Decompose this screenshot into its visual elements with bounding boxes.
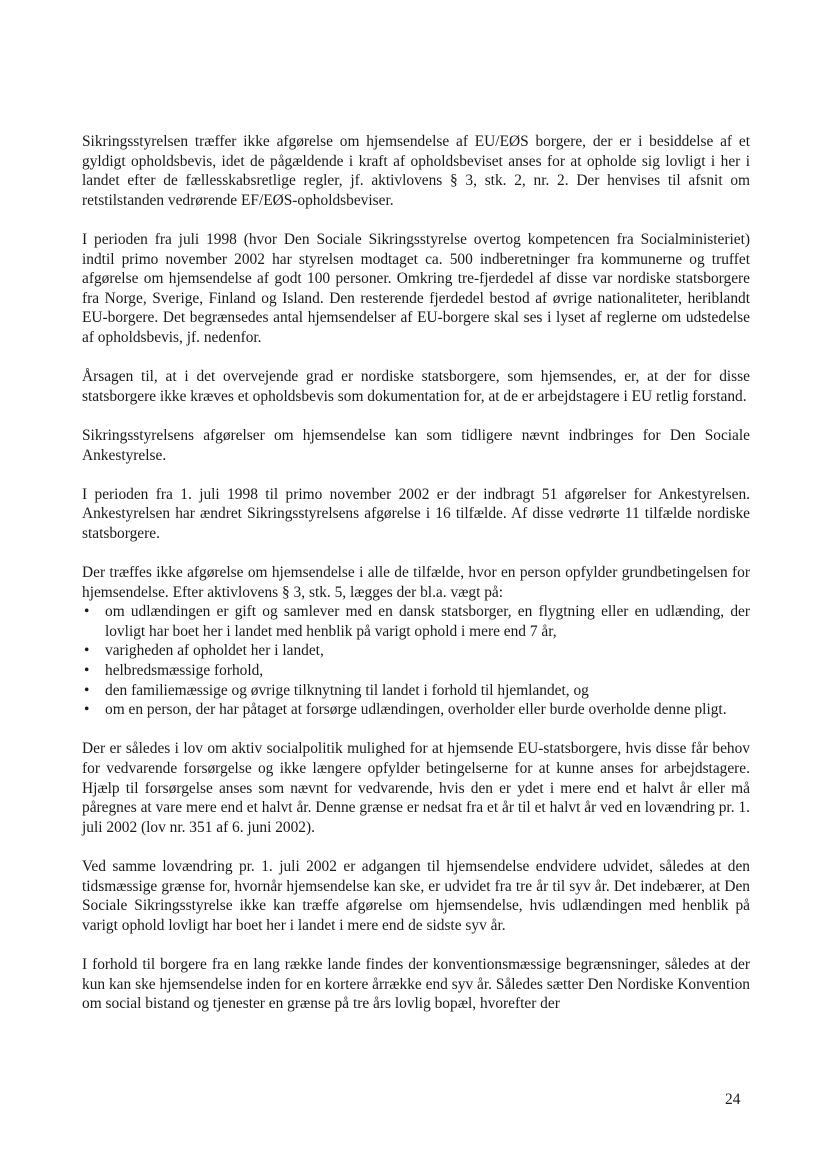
paragraph-lovaendring: Ved samme lovændring pr. 1. juli 2002 er adgangen til hjemsendelse endvidere udvidet, således at den tidsmæssige grænse for, hvornår hjemsendelse kan ske, er udvidet fra tre år til syv år. Det indebærer, at Den Sociale Sikringsstyrelse ikke kan træffe afgørelse om hjemsendelse, hvis udlændingen med henblik på varigt ophold lovligt har boet her i landet i mere end de sidste syv år.	[82, 857, 750, 934]
paragraph-afgoerelser-indbringes: Sikringsstyrelsens afgørelser om hjemsendelse kan som tidligere nævnt indbringes for Den Sociale Ankestyrelse.	[82, 426, 750, 464]
document-body	[82, 132, 750, 1033]
paragraph-eu-eoes-borgere: Sikringsstyrelsen træffer ikke afgørelse om hjemsendelse af EU/EØS borgere, der er i besiddelse af et gyldigt opholdsbevis, idet de pågældende i kraft af opholdsbeviset anses for at opholde sig lovligt i her i landet efter de fællesskabsretlige regler, jf. aktivlovens § 3, stk. 2, nr. 2. Der henvises til afsnit om retstilstanden vedrørende EF/EØS-opholdsbeviser.	[82, 133, 750, 209]
paragraph-periode-juli-1998: I perioden fra juli 1998 (hvor Den Sociale Sikringsstyrelse overtog kompetencen fra Socialministeriet) indtil primo november 2002 har styrelsen modtaget ca. 500 indberetninger fra kommunerne og truffet afgørelse om hjemsendelse af godt 100 personer. Omkring tre-fjerdedel af disse var nordiske statsborgere fra Norge, Sverige, Finland og Island. Den resterende fjerdedel bestod af øvrige nationaliteter, heriblandt EU-borgere. Det begrænsedes antal hjemsendelser af EU-borgere skal ses i lyset af reglerne om udstedelse af opholdsbevis, jf. nedenfor.	[82, 230, 750, 346]
bullet-item: • varigheden af opholdet her i landet,	[82, 641, 750, 661]
bullet-item: • om en person, der har påtaget at forsørge udlændingen, overholder eller burde overholde denne pligt.	[82, 700, 750, 720]
page-number: 24	[725, 1091, 741, 1108]
bullet-item: • om udlændingen er gift og samlever med en dansk statsborger, en flygtning eller en udlænding, der lovligt har boet her i landet med henblik på varigt ophold i mere end 7 år,	[82, 602, 750, 641]
bullet-item: • helbredsmæssige forhold,	[82, 661, 750, 681]
paragraph-ankestyrelsen: I perioden fra 1. juli 1998 til primo november 2002 er der indbragt 51 afgørelser for Ankestyrelsen. Ankestyrelsen har ændret Sikringsstyrelsens afgørelse i 16 tilfælde. Af disse vedrørte 11 tilfælde nordiske statsborgere.	[82, 485, 750, 542]
bullet-intro: Der træffes ikke afgørelse om hjemsendelse i alle de tilfælde, hvor en person opfylder grundbetingelsen for hjemsendelse. Efter aktivlovens § 3, stk. 5, lægges der bl.a. vægt på:	[82, 564, 750, 601]
paragraph-aktiv-socialpolitik: Der er således i lov om aktiv socialpolitik mulighed for at hjemsende EU-statsborgere, hvis disse får behov for vedvarende forsørgelse og ikke længere opfylder betingelserne for at kunne anses for arbejdstagere. Hjælp til forsørgelse anses som nævnt for vedvarende, hvis den er ydet i mere end et halvt år eller må påregnes at vare mere end et halvt år. Denne grænse er nedsat fra et år til et halvt år ved en lovændring pr. 1. juli 2002 (lov nr. 351 af 6. juni 2002).	[82, 740, 750, 836]
paragraph-aarsagen: Årsagen til, at i det overvejende grad er nordiske statsborgere, som hjemsendes, er, at der for disse statsborgere ikke kræves et opholdsbevis som dokumentation for, at de er arbejdstagere i EU retlig forstand.	[82, 368, 750, 405]
bullet-item: • den familiemæssige og øvrige tilknytning til landet i forhold til hjemlandet, og	[82, 681, 750, 701]
criteria-section	[82, 563, 750, 720]
bullet-list	[82, 602, 750, 720]
paragraph-konventioner: I forhold til borgere fra en lang række lande findes der konventionsmæssige begrænsninger, således at der kun kan ske hjemsendelse inden for en kortere årrække end syv år. Således sætter Den Nordiske Konvention om social bistand og tjenester en grænse på tre års lovlig bopæl, hvorefter der	[82, 955, 750, 1013]
